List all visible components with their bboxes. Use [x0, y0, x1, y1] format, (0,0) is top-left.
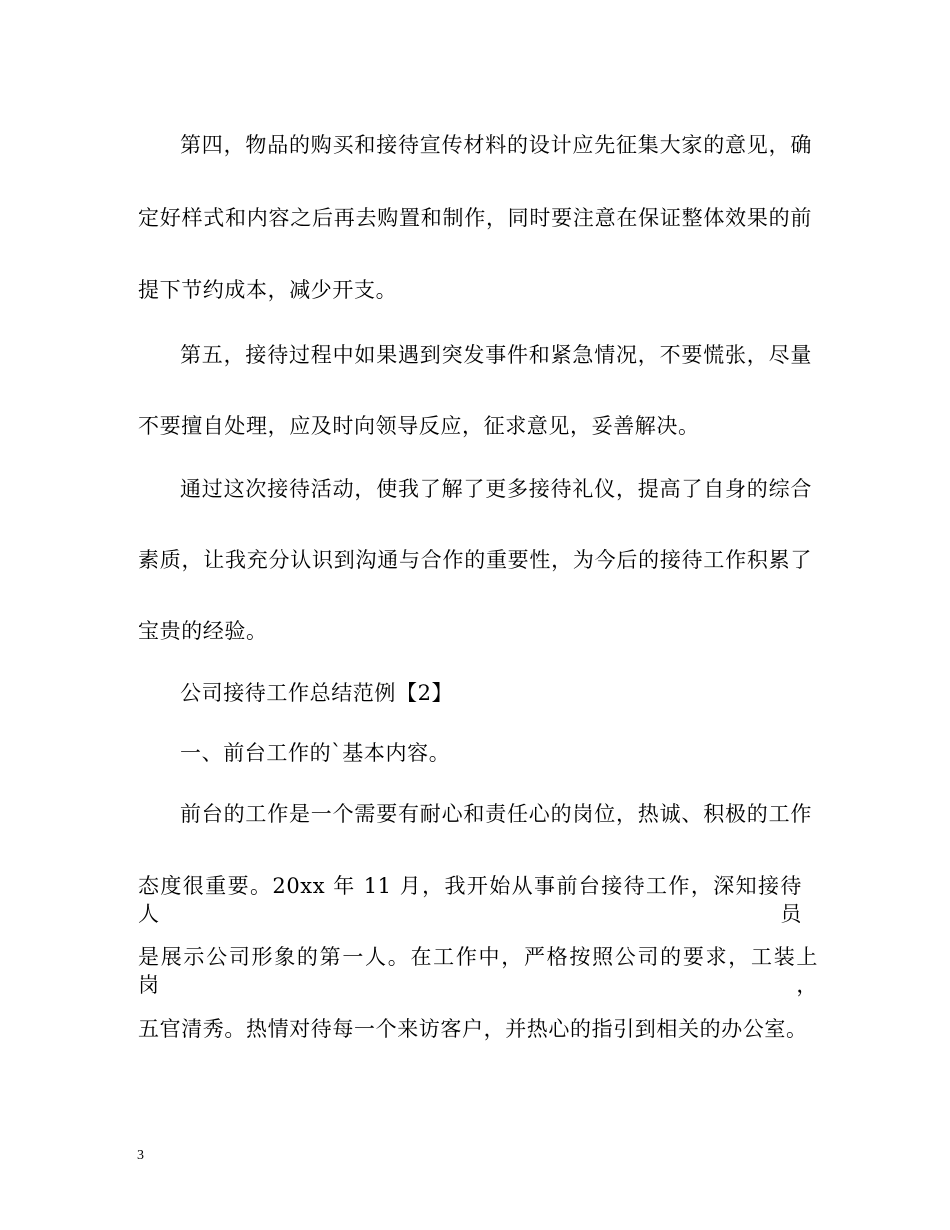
- subsection-heading: 一、前台工作的`基本内容。: [180, 741, 451, 765]
- paragraph-4-line-1: 第四，物品的购买和接待宣传材料的设计应先征集大家的意见，确: [180, 133, 812, 157]
- paragraph-4-line-3: 提下节约成本，减少开支。: [138, 278, 398, 302]
- section-title: 公司接待工作总结范例【2】: [180, 681, 454, 705]
- paragraph-4-line-2: 定好样式和内容之后再去购置和制作，同时要注意在保证整体效果的前: [138, 206, 812, 230]
- paragraph-6-line-3: 宝贵的经验。: [138, 619, 268, 643]
- paragraph-7-line-2: 态度很重要。20xx 年 11 月，我开始从事前台接待工作，深知接待人员: [138, 874, 802, 926]
- paragraph-6-line-2: 素质，让我充分认识到沟通与合作的重要性，为今后的接待工作积累了: [138, 548, 812, 572]
- paragraph-7-line-1: 前台的工作是一个需要有耐心和责任心的岗位，热诚、积极的工作: [180, 802, 812, 826]
- paragraph-5-line-1: 第五，接待过程中如果遇到突发事件和紧急情况，不要慌张，尽量: [180, 343, 812, 367]
- paragraph-5-line-2: 不要擅自处理，应及时向领导反应，征求意见，妥善解决。: [138, 414, 700, 438]
- page-number: 3: [137, 1148, 144, 1163]
- paragraph-7-line-3: 是展示公司形象的第一人。在工作中，严格按照公司的要求，工装上岗，: [138, 945, 818, 997]
- paragraph-6-line-1: 通过这次接待活动，使我了解了更多接待礼仪，提高了自身的综合: [180, 477, 812, 501]
- paragraph-7-line-4: 五官清秀。热情对待每一个来访客户，并热心的指引到相关的办公室。: [138, 1017, 808, 1041]
